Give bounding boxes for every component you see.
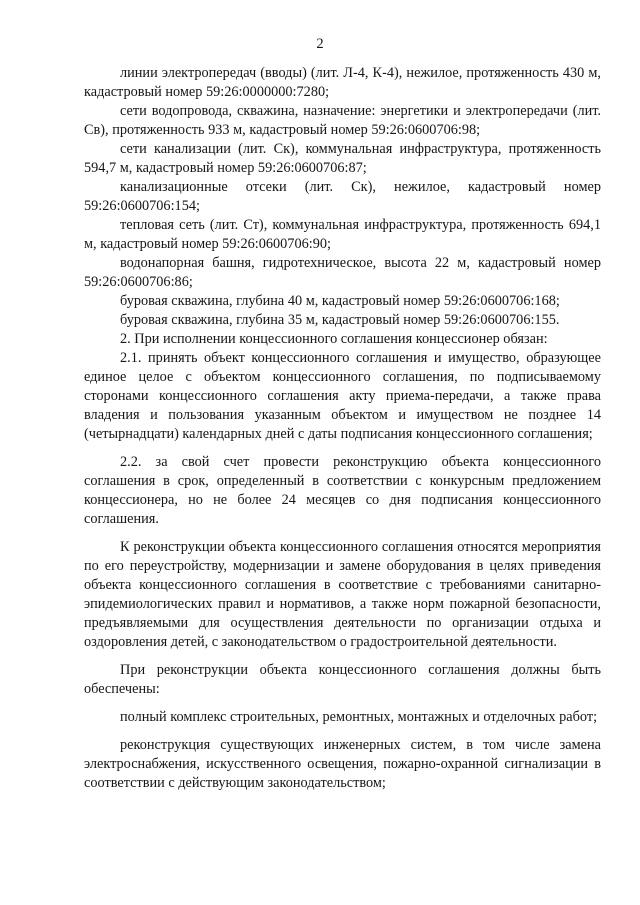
paragraph-borehole-40: буровая скважина, глубина 40 м, кадастровый номер 59:26:0600706:168; [120, 293, 560, 309]
paragraph-works-complex: полный комплекс строительных, ремонтных, монтажных и отделочных работ; [120, 709, 598, 725]
paragraph-sewer-compartments: канализационные отсеки (лит. Ск), нежилое, кадастровый номер 59:26:0600706:154; [84, 179, 601, 214]
paragraph-water-tower: водонапорная башня, гидротехническое, высота 22 м, кадастровый номер 59:26:0600706:86; [84, 255, 601, 290]
page-number: 2 [316, 36, 324, 52]
paragraph-water-network: сети водопровода, скважина, назначение: энергетики и электропередачи (лит. Св), протяженность 933 м, кадастровый номер 59:26:0600706:98; [84, 103, 601, 138]
paragraph-engineering-systems: реконструкция существующих инженерных систем, в том числе замена электроснабжения, искусственного освещения, пожарно-охранной сигнализации в соответствии с действующим законодательством; [84, 737, 601, 791]
paragraph-clause-2-1: 2.1. принять объект концессионного соглашения и имущество, образующее единое целое с объектом концессионного соглашения, по подписываемому сторонами концессионного соглашения акту приема-передачи, а также права владения и пользования указанным объектом и имуществом не позднее 14 (четырнадцати) календарных дней с даты подписания концессионного соглашения; [84, 350, 601, 442]
paragraph-reconstruction-scope: К реконструкции объекта концессионного соглашения относятся мероприятия по его переустройству, модернизации и замене оборудования в целях приведения объекта концессионного соглашения в соответствие с требованиями санитарно-эпидемиологических правил и нормативов, а также норм пожарной безопасности, предъявляемыми для осуществления деятельности по организации отдыха и оздоровления детей, с законодательством о градостроительной деятельности. [84, 539, 601, 650]
paragraph-clause-2-2: 2.2. за свой счет провести реконструкцию объекта концессионного соглашения в срок, определенный в соответствии с конкурсным предложением концессионера, но не более 24 месяцев со дня подписания концессионного соглашения. [84, 454, 601, 527]
paragraph-section-2: 2. При исполнении концессионного соглашения концессионер обязан: [120, 331, 548, 347]
paragraph-reconstruction-requirements: При реконструкции объекта концессионного соглашения должны быть обеспечены: [84, 662, 601, 697]
paragraph-borehole-35: буровая скважина, глубина 35 м, кадастровый номер 59:26:0600706:155. [120, 312, 560, 328]
document-body [84, 64, 601, 793]
paragraph-sewer-network: сети канализации (лит. Ск), коммунальная инфраструктура, протяженность 594,7 м, кадастровый номер 59:26:0600706:87; [84, 141, 601, 176]
paragraph-heating-network: тепловая сеть (лит. Ст), коммунальная инфраструктура, протяженность 694,1 м, кадастровый номер 59:26:0600706:90; [84, 217, 601, 252]
paragraph-power-lines: линии электропередач (вводы) (лит. Л-4, К-4), нежилое, протяженность 430 м, кадастровый номер 59:26:0000000:7280; [84, 65, 601, 100]
